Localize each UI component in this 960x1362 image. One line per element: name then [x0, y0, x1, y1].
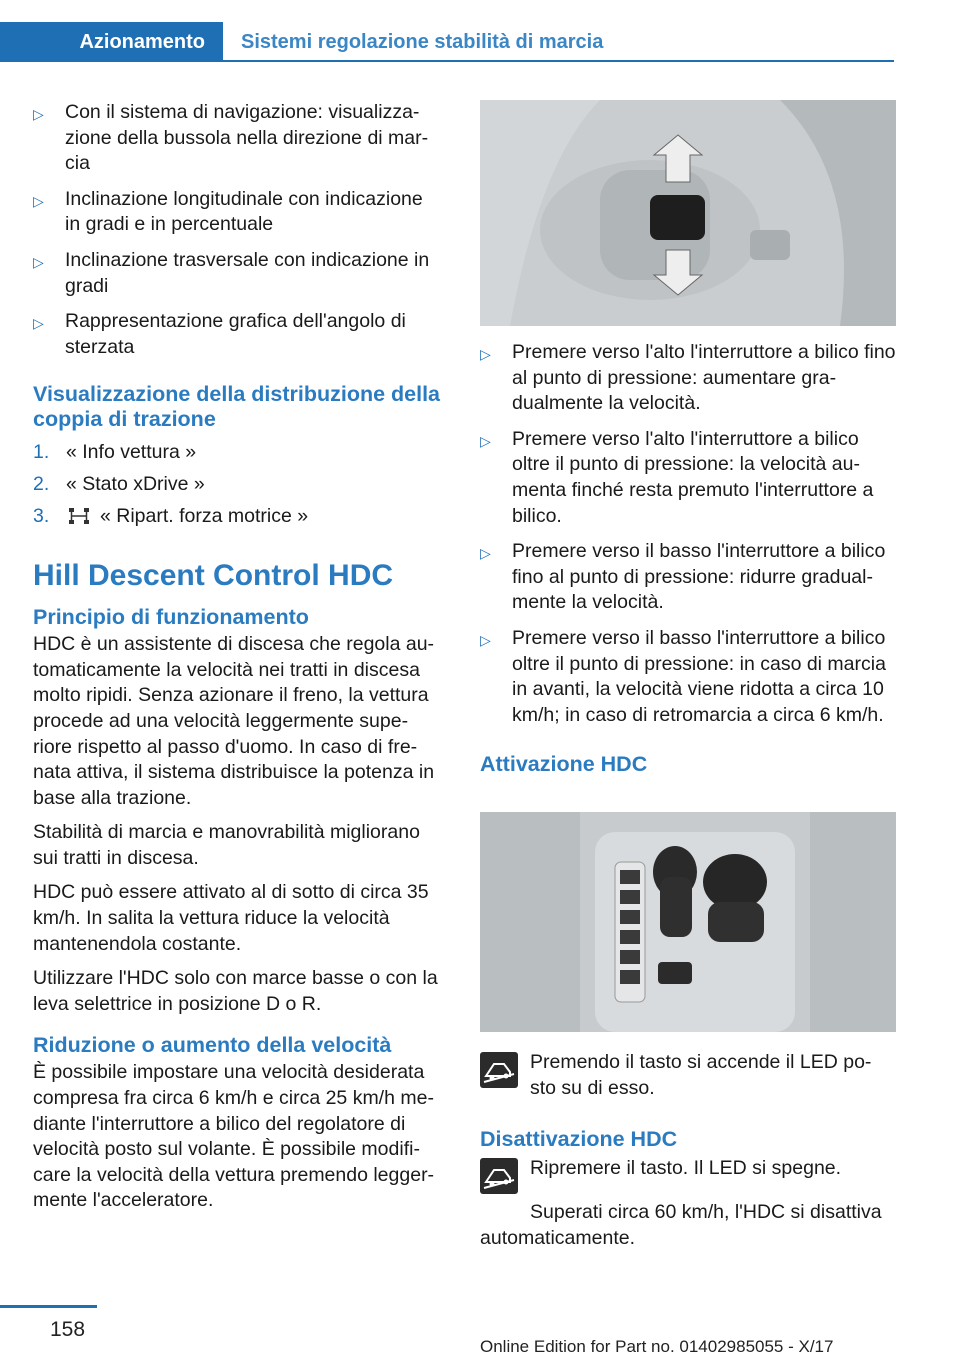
- activation-row: [480, 1050, 896, 1101]
- deactivation-text: Ripremere il tasto. Il LED si spegne.: [530, 1157, 842, 1180]
- right-column-text: [480, 340, 896, 785]
- step-item: 1. « Info vettura »: [33, 441, 197, 464]
- deactivation-row: [480, 1156, 896, 1194]
- step-item: 2. « Stato xDrive »: [33, 472, 205, 495]
- principle-paragraph: HDC può essere attivato al di sotto di circa 35 km/h. In salita la vettura riduce la velocità mantenendola costante.: [33, 881, 429, 955]
- section-title: Sistemi regolazione stabilità di marcia: [241, 31, 604, 53]
- steering-rocker-illustration: [480, 100, 896, 326]
- hdc-controls-text: [480, 1050, 896, 1260]
- hdc-heading: Hill Descent Control HDC: [33, 559, 394, 593]
- drive-distribution-icon: [66, 506, 92, 526]
- center-console-photo: [480, 812, 896, 1032]
- list-item: ▷ Rappresentazione grafica dell'angolo di sterzata: [33, 310, 406, 358]
- deactivation-text-2: Superati circa 60 km/h, l'HDC si disattiva automaticamente.: [480, 1201, 882, 1249]
- list-item: ▷ Inclinazione trasversale con indicazione in gradi: [33, 248, 430, 297]
- center-console-illustration: [480, 812, 896, 1032]
- list-item: ▷ Premere verso l'alto l'interruttore a bilico fino al punto di pressione: aumentare gra-dualmente la velocità.: [480, 341, 896, 415]
- header-rule: [223, 60, 894, 62]
- distribution-heading: Visualizzazione della distribuzione della coppia di trazione: [33, 382, 441, 432]
- speed-paragraph: È possibile impostare una velocità desiderata compresa fra circa 6 km/h e circa 25 km/h me-diante l'interruttore a bilico del regolatore di velocità posto sul volante. È possibile modifi-care la velocità della vettura premendo legger-mente l'acceleratore.: [33, 1061, 435, 1212]
- steering-rocker-photo: [480, 100, 896, 326]
- activation-heading: Attivazione HDC: [480, 752, 648, 777]
- principle-heading: Principio di funzionamento: [33, 605, 309, 630]
- page-number: 158: [50, 1318, 86, 1341]
- bullet-triangle-icon: ▷: [480, 432, 491, 449]
- principle-paragraph: Stabilità di marcia e manovrabilità migliorano sui tratti in discesa.: [33, 821, 420, 869]
- left-column: [33, 100, 441, 1223]
- edition-note: Online Edition for Part no. 01402985055 - X/17: [480, 1337, 834, 1356]
- bullet-triangle-icon: ▷: [480, 346, 491, 362]
- chapter-tab: Azionamento: [0, 22, 223, 62]
- principle-paragraph: HDC è un assistente di discesa che regola au-tomaticamente la velocità nei tratti in discesa molto ripidi. Senza azionare il freno, la vettura procede ad una velocità leggermente supe-riore rispetto al passo d'uomo. In caso di fre-nata attiva, il sistema distribuisce la potenza in base alla trazione.: [33, 633, 435, 809]
- step-item: 3. « Ripart. forza motrice »: [33, 504, 309, 527]
- bullet-triangle-icon: ▷: [33, 253, 44, 270]
- bullet-triangle-icon: ▷: [480, 545, 491, 562]
- list-item: ▷ Con il sistema di navigazione: visualizza-zione della bussola nella direzione di mar-cia: [33, 101, 429, 175]
- hdc-button-icon: [480, 1158, 518, 1194]
- list-item: ▷ Inclinazione longitudinale con indicazione in gradi e in percentuale: [33, 187, 423, 236]
- bullet-triangle-icon: ▷: [480, 631, 491, 648]
- bullet-triangle-icon: ▷: [33, 192, 44, 209]
- page-header: [0, 22, 894, 64]
- principle-paragraph: Utilizzare l'HDC solo con marce basse o con la leva selettrice in posizione D o R.: [33, 967, 438, 1015]
- list-item: ▷ Premere verso il basso l'interruttore a bilico oltre il punto di pressione: in caso di marcia in avanti, la velocità viene ridotta a circa 10 km/h; in caso di retromarcia a circa 6 km/h.: [480, 626, 886, 726]
- speed-heading: Riduzione o aumento della velocità: [33, 1033, 392, 1058]
- list-item: ▷ Premere verso l'alto l'interruttore a bilico oltre il punto di pressione: la velocità au-menta finché resta premuto l'interruttore a bilico.: [480, 427, 874, 527]
- bullet-triangle-icon: ▷: [33, 315, 44, 332]
- bullet-triangle-icon: ▷: [33, 106, 44, 122]
- activation-text: Premendo il tasto si accende il LED po-sto su di esso.: [530, 1051, 872, 1099]
- list-item: ▷ Premere verso il basso l'interruttore a bilico fino al punto di pressione: ridurre gradual-mente la velocità.: [480, 540, 886, 614]
- deactivation-heading: Disattivazione HDC: [480, 1127, 678, 1152]
- footer-rule: [0, 1305, 97, 1308]
- hdc-button-icon: [480, 1052, 518, 1088]
